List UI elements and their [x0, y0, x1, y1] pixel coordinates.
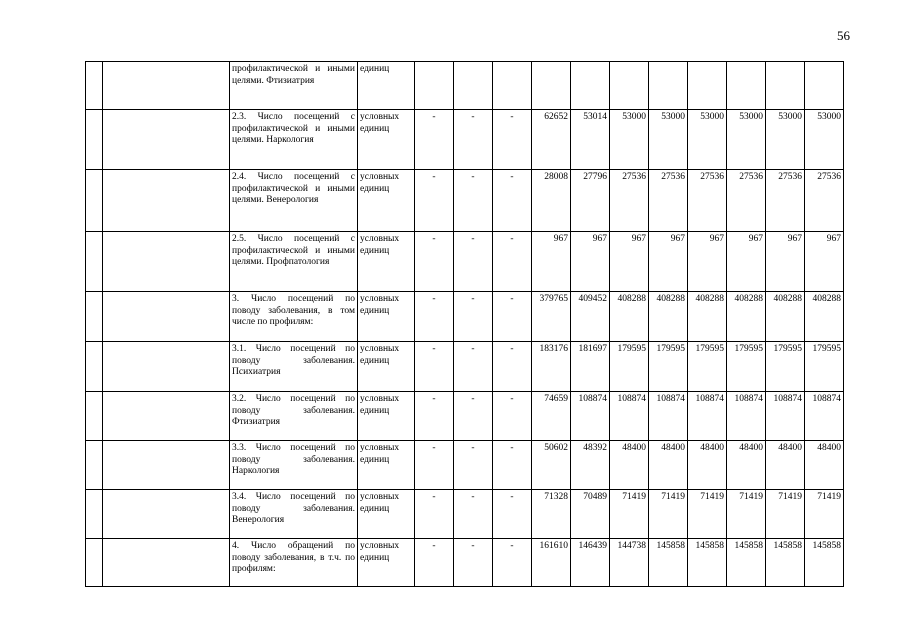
- unit-cell: условных единиц: [358, 539, 415, 587]
- value-cell: 53000: [688, 110, 727, 170]
- value-cell: 53000: [649, 110, 688, 170]
- value-cell: 409452: [571, 292, 610, 342]
- value-cell: 27536: [610, 170, 649, 232]
- value-cell: 145858: [805, 539, 844, 587]
- value-cell: 48400: [805, 441, 844, 490]
- table-row: [86, 62, 844, 110]
- value-cell: 71328: [532, 490, 571, 539]
- row-empty-cell: [103, 539, 230, 587]
- dash-cell: [454, 62, 493, 110]
- value-cell: 48400: [766, 441, 805, 490]
- row-empty-cell: [103, 441, 230, 490]
- indicator-name-cell: [230, 392, 358, 441]
- value-cell: 108874: [727, 392, 766, 441]
- table-row: [86, 292, 844, 342]
- value-cell: 144738: [610, 539, 649, 587]
- value-cell: [649, 62, 688, 110]
- value-cell: 71419: [610, 490, 649, 539]
- value-cell: 48400: [727, 441, 766, 490]
- unit-cell: условных единиц: [358, 342, 415, 392]
- indicator-name-cell: [230, 342, 358, 392]
- value-cell: 967: [766, 232, 805, 292]
- value-cell: 53000: [766, 110, 805, 170]
- value-cell: [766, 62, 805, 110]
- value-cell: 108874: [649, 392, 688, 441]
- value-cell: 179595: [688, 342, 727, 392]
- value-cell: 53014: [571, 110, 610, 170]
- indicators-table: [85, 61, 844, 587]
- unit-cell: условных единиц: [358, 441, 415, 490]
- table-row: [86, 342, 844, 392]
- value-cell: 967: [571, 232, 610, 292]
- unit-cell: условных единиц: [358, 170, 415, 232]
- value-cell: 967: [805, 232, 844, 292]
- value-cell: 53000: [727, 110, 766, 170]
- dash-cell: -: [415, 292, 454, 342]
- value-cell: 179595: [610, 342, 649, 392]
- value-cell: 71419: [649, 490, 688, 539]
- value-cell: 183176: [532, 342, 571, 392]
- unit-cell: условных единиц: [358, 110, 415, 170]
- value-cell: 408288: [727, 292, 766, 342]
- dash-cell: -: [454, 392, 493, 441]
- table-row: [86, 232, 844, 292]
- row-empty-cell: [103, 170, 230, 232]
- dash-cell: [415, 62, 454, 110]
- value-cell: 71419: [727, 490, 766, 539]
- row-empty-cell: [86, 110, 103, 170]
- value-cell: 27536: [649, 170, 688, 232]
- table-row: [86, 441, 844, 490]
- value-cell: 408288: [610, 292, 649, 342]
- unit-cell: условных единиц: [358, 292, 415, 342]
- indicator-name-cell: [230, 170, 358, 232]
- table-row: [86, 110, 844, 170]
- value-cell: [571, 62, 610, 110]
- value-cell: 71419: [688, 490, 727, 539]
- dash-cell: [493, 62, 532, 110]
- value-cell: [610, 62, 649, 110]
- value-cell: [688, 62, 727, 110]
- value-cell: 48400: [688, 441, 727, 490]
- value-cell: 48392: [571, 441, 610, 490]
- value-cell: 146439: [571, 539, 610, 587]
- indicator-name: профилактической и иными целями. Фтизиатрия: [232, 64, 355, 86]
- value-cell: 108874: [766, 392, 805, 441]
- indicator-name: 3.1. Число посещений по поводу заболевания. Психиатрия: [232, 344, 355, 377]
- value-cell: 145858: [649, 539, 688, 587]
- value-cell: 108874: [688, 392, 727, 441]
- value-cell: 145858: [727, 539, 766, 587]
- dash-cell: -: [415, 539, 454, 587]
- dash-cell: -: [493, 441, 532, 490]
- indicator-name: 3.4. Число посещений по поводу заболевания. Венерология: [232, 492, 355, 525]
- indicator-name-cell: [230, 539, 358, 587]
- row-empty-cell: [86, 232, 103, 292]
- value-cell: 181697: [571, 342, 610, 392]
- row-empty-cell: [86, 490, 103, 539]
- dash-cell: -: [493, 539, 532, 587]
- value-cell: [727, 62, 766, 110]
- row-empty-cell: [103, 292, 230, 342]
- unit-cell: условных единиц: [358, 232, 415, 292]
- indicator-name: 2.5. Число посещений с профилактической и иными целями. Профпатология: [232, 234, 355, 267]
- value-cell: 179595: [805, 342, 844, 392]
- table-row: [86, 490, 844, 539]
- dash-cell: -: [454, 539, 493, 587]
- indicator-name: 2.3. Число посещений с профилактической и иными целями. Наркология: [232, 112, 355, 145]
- indicator-name-cell: [230, 110, 358, 170]
- value-cell: 967: [688, 232, 727, 292]
- value-cell: 27536: [688, 170, 727, 232]
- value-cell: 408288: [688, 292, 727, 342]
- value-cell: 967: [649, 232, 688, 292]
- unit-cell: условных единиц: [358, 392, 415, 441]
- value-cell: 108874: [610, 392, 649, 441]
- row-empty-cell: [103, 232, 230, 292]
- dash-cell: -: [454, 110, 493, 170]
- dash-cell: -: [415, 170, 454, 232]
- unit-cell: условных единиц: [358, 490, 415, 539]
- value-cell: 408288: [805, 292, 844, 342]
- value-cell: 27796: [571, 170, 610, 232]
- value-cell: 27536: [727, 170, 766, 232]
- row-empty-cell: [86, 170, 103, 232]
- value-cell: 71419: [766, 490, 805, 539]
- value-cell: 408288: [649, 292, 688, 342]
- value-cell: 48400: [649, 441, 688, 490]
- dash-cell: -: [415, 342, 454, 392]
- dash-cell: -: [454, 292, 493, 342]
- dash-cell: -: [415, 490, 454, 539]
- row-empty-cell: [86, 441, 103, 490]
- row-empty-cell: [86, 342, 103, 392]
- indicator-name-cell: [230, 441, 358, 490]
- dash-cell: -: [493, 232, 532, 292]
- table-row: [86, 539, 844, 587]
- indicator-name-cell: [230, 292, 358, 342]
- value-cell: 161610: [532, 539, 571, 587]
- dash-cell: -: [454, 170, 493, 232]
- dash-cell: -: [493, 392, 532, 441]
- row-empty-cell: [86, 392, 103, 441]
- value-cell: 967: [727, 232, 766, 292]
- value-cell: 74659: [532, 392, 571, 441]
- dash-cell: -: [454, 441, 493, 490]
- dash-cell: -: [415, 232, 454, 292]
- row-empty-cell: [86, 292, 103, 342]
- dash-cell: -: [415, 110, 454, 170]
- value-cell: 179595: [649, 342, 688, 392]
- value-cell: 379765: [532, 292, 571, 342]
- indicator-name-cell: [230, 490, 358, 539]
- row-empty-cell: [103, 392, 230, 441]
- dash-cell: -: [415, 392, 454, 441]
- value-cell: 71419: [805, 490, 844, 539]
- value-cell: 967: [610, 232, 649, 292]
- dash-cell: -: [415, 441, 454, 490]
- value-cell: [532, 62, 571, 110]
- indicator-name: 3. Число посещений по поводу заболевания, в том числе по профилям:: [232, 294, 355, 327]
- row-empty-cell: [103, 110, 230, 170]
- value-cell: 145858: [766, 539, 805, 587]
- unit-cell: единиц: [358, 62, 415, 110]
- dash-cell: -: [493, 342, 532, 392]
- row-empty-cell: [103, 490, 230, 539]
- value-cell: 27536: [805, 170, 844, 232]
- value-cell: 70489: [571, 490, 610, 539]
- indicator-name: 2.4. Число посещений с профилактической и иными целями. Венерология: [232, 172, 355, 205]
- value-cell: 179595: [766, 342, 805, 392]
- indicator-name: 3.2. Число посещений по поводу заболевания. Фтизиатрия: [232, 394, 355, 427]
- value-cell: 53000: [610, 110, 649, 170]
- indicator-name-cell: [230, 62, 358, 110]
- value-cell: 27536: [766, 170, 805, 232]
- row-empty-cell: [86, 539, 103, 587]
- indicator-name: 3.3. Число посещений по поводу заболевания. Наркология: [232, 443, 355, 476]
- dash-cell: -: [454, 490, 493, 539]
- table-row: [86, 392, 844, 441]
- value-cell: 28008: [532, 170, 571, 232]
- value-cell: 408288: [766, 292, 805, 342]
- value-cell: 62652: [532, 110, 571, 170]
- dash-cell: -: [493, 292, 532, 342]
- value-cell: 108874: [805, 392, 844, 441]
- dash-cell: -: [493, 170, 532, 232]
- value-cell: [805, 62, 844, 110]
- dash-cell: -: [454, 232, 493, 292]
- row-empty-cell: [103, 62, 230, 110]
- dash-cell: -: [493, 110, 532, 170]
- page-number: 56: [837, 28, 850, 43]
- value-cell: 108874: [571, 392, 610, 441]
- value-cell: 967: [532, 232, 571, 292]
- row-empty-cell: [103, 342, 230, 392]
- indicator-name: 4. Число обращений по поводу заболевания, в т.ч. по профилям:: [232, 541, 355, 574]
- value-cell: 48400: [610, 441, 649, 490]
- value-cell: 50602: [532, 441, 571, 490]
- dash-cell: -: [493, 490, 532, 539]
- dash-cell: -: [454, 342, 493, 392]
- value-cell: 145858: [688, 539, 727, 587]
- table-row: [86, 170, 844, 232]
- indicator-name-cell: [230, 232, 358, 292]
- value-cell: 179595: [727, 342, 766, 392]
- row-empty-cell: [86, 62, 103, 110]
- value-cell: 53000: [805, 110, 844, 170]
